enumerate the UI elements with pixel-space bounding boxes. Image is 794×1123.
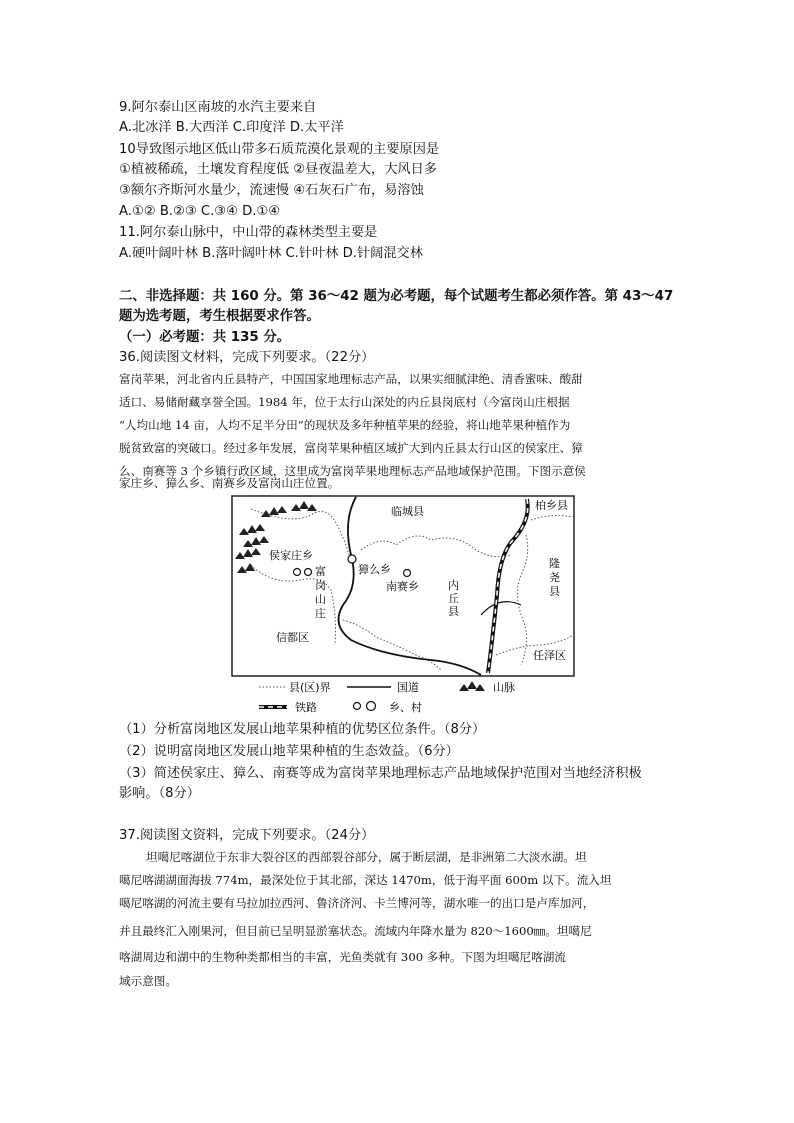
- village-marker: [294, 569, 301, 576]
- q37-stem: 37.阅读图文资料，完成下列要求。（24分）: [119, 828, 375, 843]
- q36-material-line: 适口、易储耐藏享誉全国。1984 年，位于太行山深处的内丘县岗底村（今富岗山庄根据: [119, 395, 570, 409]
- q36-material-line: 家庄乡、獐么乡、南赛乡及富岗山庄位置。: [119, 476, 340, 490]
- village-icon: [367, 702, 376, 711]
- label-zhangme: 獐么乡: [358, 563, 391, 576]
- q37-material-line: 喀湖周边和湖中的生物种类都相当的丰富，光鱼类就有 300 多种。下图为坦噶尼喀湖流: [119, 950, 566, 964]
- q36-subquestion: 影响。（8分）: [119, 786, 200, 801]
- label-longyao: 尧: [549, 571, 560, 584]
- q37-material-line: 并且最终汇入刚果河，但目前已呈明显淤塞状态。流域内年降水量为 820～1600㎜。坦噶尼: [119, 924, 592, 938]
- required-questions-heading: （一）必考题：共 135 分。: [119, 330, 291, 345]
- village-marker: [404, 570, 411, 577]
- label-houjiazhuang: 侯家庄乡: [269, 549, 313, 562]
- label-fugang: 岗: [315, 579, 326, 592]
- label-nansai: 南赛乡: [386, 580, 419, 593]
- q36-subquestion: （3）简述侯家庄、獐么、南赛等成为富岗苹果地理标志产品地域保护范围对当地经济积极: [119, 766, 642, 781]
- village-marker: [305, 569, 312, 576]
- village-marker: [348, 555, 356, 563]
- label-renze: 任泽区: [533, 649, 566, 662]
- q10-stem: 10导致图示地区低山带多石质荒漠化景观的主要原因是: [119, 142, 440, 157]
- map-legend: [259, 681, 515, 714]
- q36-material-line: 么、南赛等 3 个乡镇行政区域，这里成为富岗苹果地理标志产品地域保护范围。下图示意侯: [119, 464, 586, 478]
- q36-stem: 36.阅读图文材料，完成下列要求。（22分）: [119, 350, 375, 365]
- label-longyao: 隆: [549, 557, 560, 570]
- label-neiqiu: 县: [448, 605, 459, 618]
- legend-road: 国道: [397, 681, 419, 694]
- q36-material-line: 脱贫致富的突破口。经过多年发展，富岗苹果种植区域扩大到内丘县太行山区的侯家庄、獐: [119, 441, 583, 455]
- label-baixiang: 柏乡县: [535, 499, 568, 512]
- section-heading-line2: 题为选考题，考生根据要求作答。: [119, 309, 320, 324]
- q9-stem: 9.阿尔泰山区南坡的水汽主要来自: [119, 100, 317, 115]
- q10-options: A.①② B.②③ C.③④ D.①④: [119, 204, 281, 219]
- legend-mountain: 山脉: [493, 681, 515, 694]
- label-fugang: 山: [315, 593, 326, 606]
- q10-statement-1-2: ①植被稀疏，土壤发育程度低 ②昼夜温差大，大风日多: [119, 162, 437, 177]
- legend-railway: 铁路: [295, 701, 317, 714]
- label-xindu: 信都区: [276, 631, 309, 644]
- q36-material-line: 富岗苹果，河北省内丘县特产，中国国家地理标志产品，以果实细腻津绝、清香蜜味、酸甜: [119, 372, 583, 386]
- q11-options: A.硬叶阔叶林 B.落叶阔叶林 C.针叶林 D.针阔混交林: [119, 246, 423, 261]
- village-icon: [354, 703, 361, 710]
- q36-subquestion: （1）分析富岗地区发展山地苹果种植的优势区位条件。（8分）: [119, 722, 486, 737]
- label-fugang: 庄: [315, 607, 326, 620]
- fugang-location-map: [231, 495, 575, 717]
- q36-material-line: “人均山地 14 亩，人均不足半分田”的现状及多年种植苹果的经验，将山地苹果种植作为: [119, 418, 571, 432]
- mountain-icon: [459, 681, 485, 691]
- legend-village: 乡、村: [389, 701, 422, 714]
- label-neiqiu: 内: [448, 579, 459, 592]
- q37-material-line: 坦噶尼喀湖位于东非大裂谷区的西部裂谷部分，属于断层湖，是非洲第二大淡水湖。坦: [146, 850, 587, 864]
- q37-material-line: 噶尼喀湖湖面海拔 774m，最深处位于其北部，深达 1470m，低于海平面 600m 以下。流入坦: [119, 873, 612, 887]
- label-fugang: 富: [315, 565, 326, 578]
- label-neiqiu: 丘: [448, 592, 459, 605]
- label-longyao: 县: [549, 585, 560, 598]
- legend-boundary: 县(区)界: [289, 681, 331, 694]
- q37-material-line: 噶尼喀湖的河流主要有马拉加拉西河、鲁济济河、卡兰博河等，湖水唯一的出口是卢库加河，: [119, 896, 595, 910]
- q10-statement-3-4: ③额尔齐斯河水量少，流速慢 ④石灰石广布，易溶蚀: [119, 183, 424, 198]
- q11-stem: 11.阿尔泰山脉中，中山带的森林类型主要是: [119, 225, 378, 240]
- q37-material-line: 域示意图。: [119, 974, 177, 988]
- q9-options: A.北冰洋 B.大西洋 C.印度洋 D.太平洋: [119, 120, 344, 135]
- q36-subquestion: （2）说明富岗地区发展山地苹果种植的生态效益。（6分）: [119, 744, 459, 759]
- map-figure: [231, 495, 575, 717]
- label-linxiang: 临城县: [391, 505, 424, 518]
- section-heading-line1: 二、非选择题：共 160 分。第 36～42 题为必考题，每个试题考生都必须作答。第 43～47: [119, 289, 674, 304]
